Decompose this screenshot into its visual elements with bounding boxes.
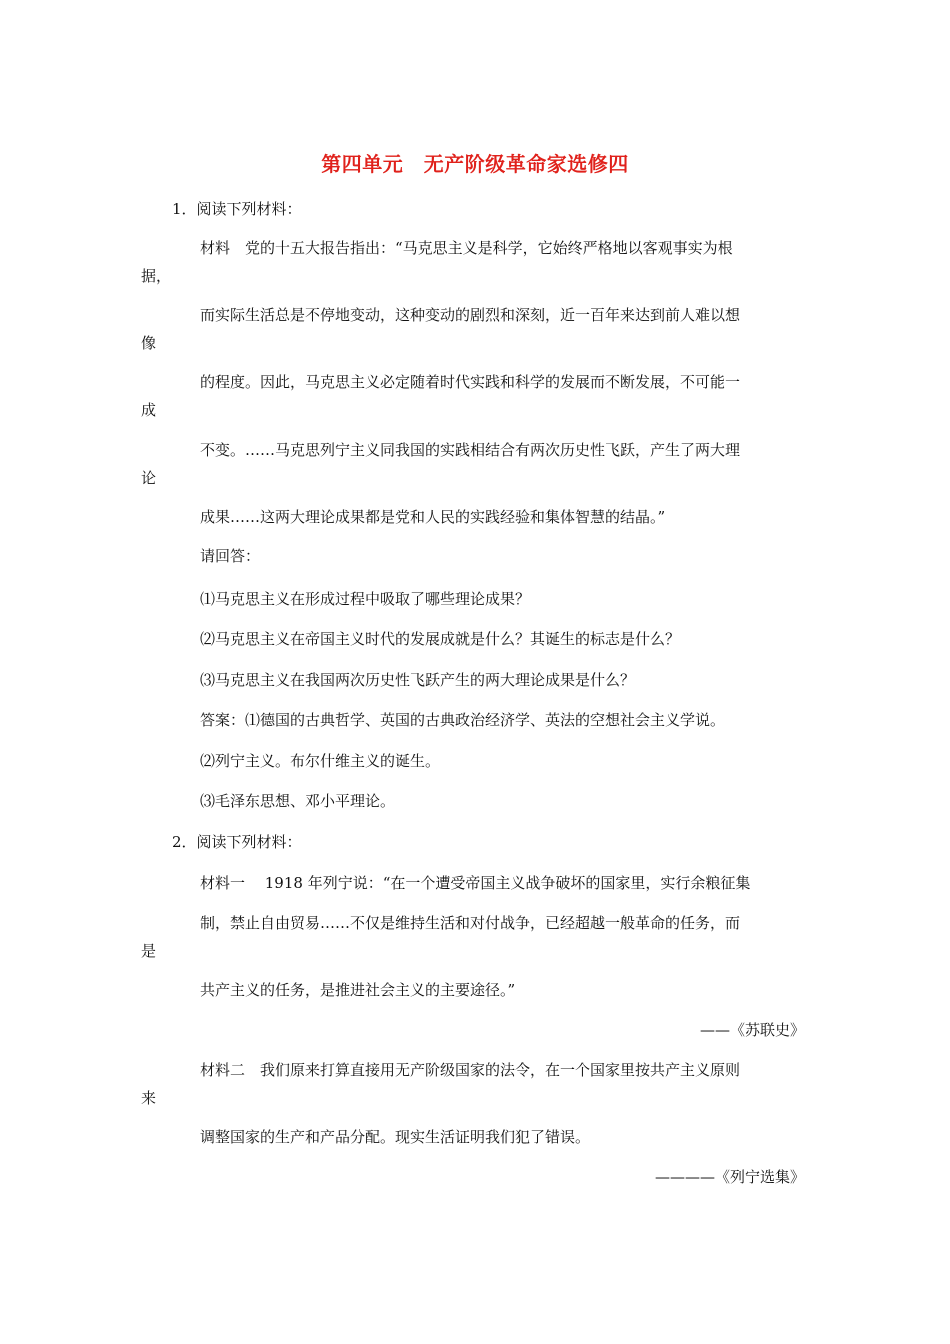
question-2-heading: 2．阅读下列材料： [172,833,302,851]
material-line: 制，禁止自由贸易……不仅是维持生活和对付战争，已经超越一般革命的任务，而 [200,914,741,932]
answer-prompt: 请回答： [200,547,261,565]
material-line: 的程度。因此，马克思主义必定随着时代实践和科学的发展而不断发展，不可能一 [200,373,741,391]
material-line: 来 [141,1089,157,1107]
material-line: 材料一 1918 年列宁说：“在一个遭受帝国主义战争破坏的国家里，实行余粮征集 [200,874,751,892]
question-1-heading: 1．阅读下列材料： [172,200,302,218]
material-line: 像 [141,334,157,352]
source-citation: ——《苏联史》 [699,1021,805,1039]
material-line: 成果……这两大理论成果都是党和人民的实践经验和集体智慧的结晶。” [200,508,666,526]
answer-line: ⑶毛泽东思想、邓小平理论。 [200,792,396,810]
source-citation: ————《列宁选集》 [654,1168,805,1186]
material-line: 成 [141,401,157,419]
answer-line: 答案：⑴德国的古典哲学、英国的古典政治经济学、英法的空想社会主义学说。 [200,711,726,729]
material-line: 而实际生活总是不停地变动，这种变动的剧烈和深刻，近一百年来达到前人难以想 [200,306,741,324]
material-line: 是 [141,942,157,960]
sub-question: ⑶马克思主义在我国两次历史性飞跃产生的两大理论成果是什么？ [200,671,636,689]
material-line: 调整国家的生产和产品分配。现实生活证明我们犯了错误。 [200,1128,591,1146]
material-line: 材料二 我们原来打算直接用无产阶级国家的法令，在一个国家里按共产主义原则 [200,1061,741,1079]
material-line: 材料 党的十五大报告指出：“马克思主义是科学，它始终严格地以客观事实为根 [200,239,733,257]
sub-question: ⑴马克思主义在形成过程中吸取了哪些理论成果？ [200,590,531,608]
material-line: 共产主义的任务，是推进社会主义的主要途径。” [200,981,516,999]
material-line: 据， [141,267,172,285]
page-title: 第四单元 无产阶级革命家选修四 [321,152,629,176]
material-line: 论 [141,469,157,487]
material-line: 不变。……马克思列宁主义同我国的实践相结合有两次历史性飞跃，产生了两大理 [200,441,741,459]
answer-line: ⑵列宁主义。布尔什维主义的诞生。 [200,752,441,770]
sub-question: ⑵马克思主义在帝国主义时代的发展成就是什么？其诞生的标志是什么？ [200,630,681,648]
